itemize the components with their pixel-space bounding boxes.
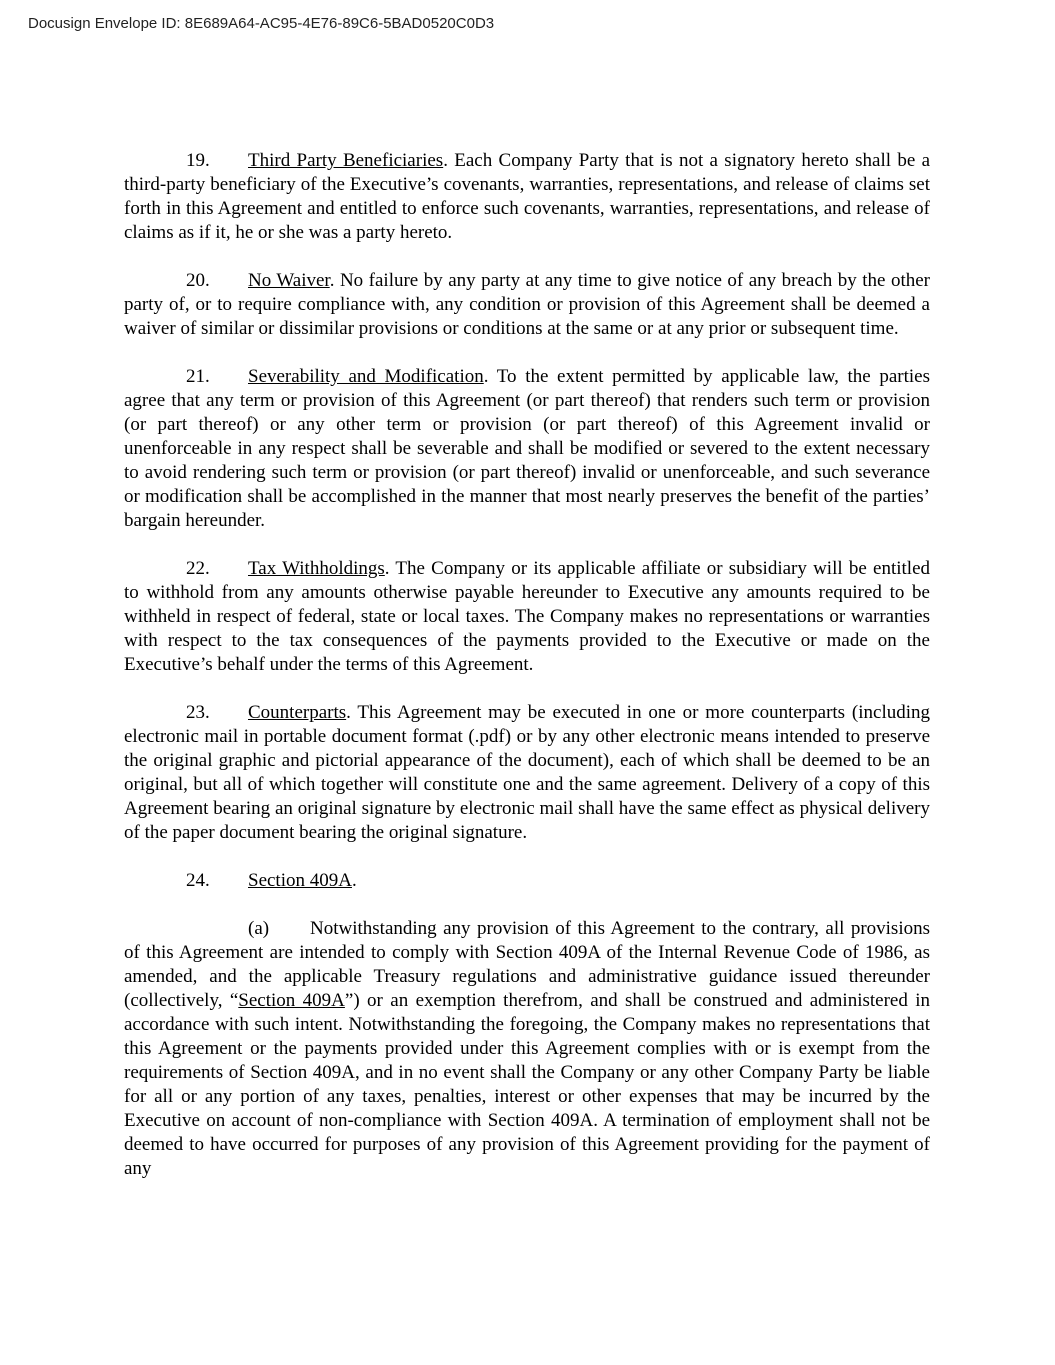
section-24-subsection-a <box>124 917 930 1181</box>
section-heading: Third Party Beneficiaries <box>248 150 444 171</box>
heading-period: . <box>351 870 357 891</box>
section-body: To the extent permitted by applicable law, the parties agree that any term or provision of this Agreement (or part thereof) that renders such term or provision (or part thereof) or any other term or provision (or part thereof) of this Agreement invalid or unenforceable in any respect shall be severable and shall be modified or severed to the extent necessary to avoid rendering such term or provision (or part thereof) invalid or unenforceable, and such severance or modification shall be accomplished in the manner that most nearly preserves the benefit of the parties’ bargain hereunder. <box>124 366 930 531</box>
section-body: No failure by any party at any time to give notice of any breach by the other party of, or to require compliance with, any condition or provision of this Agreement shall be deemed a waiver of similar or dissimilar provisions or conditions at the same or at any prior or subsequent time. <box>124 270 930 339</box>
section-22 <box>124 557 930 677</box>
section-heading: Counterparts <box>248 702 347 723</box>
heading-period: . <box>483 366 489 387</box>
section-number: 24. <box>186 870 210 891</box>
section-heading: No Waiver <box>248 270 330 291</box>
heading-period: . <box>384 558 390 579</box>
heading-period: . <box>443 150 448 171</box>
section-number: 20. <box>186 270 210 291</box>
docusign-envelope-id: Docusign Envelope ID: 8E689A64-AC95-4E76-89C6-5BAD0520C0D3 <box>28 15 495 32</box>
section-number: 23. <box>186 702 210 723</box>
section-number: 21. <box>186 366 210 387</box>
section-heading: Section 409A <box>248 870 352 891</box>
subsection-text-before: Notwithstanding any provision of this Agreement to the contrary, all provisions of this Agreement are intended to comply with Section 409A of the Internal Revenue Code of 1986, as amended, and the applicable Treasury regulations and administrative guidance issued thereunder (collectively, “ <box>124 918 930 1011</box>
heading-period: . <box>329 270 335 291</box>
section-body: This Agreement may be executed in one or more counterparts (including electronic mail in portable document format (.pdf) or by any other electronic means intended to preserve the original graphic and pictorial appearance of the document), each of which shall be deemed to be an original, but all of which together will constitute one and the same agreement. Delivery of a copy of this Agreement bearing an original signature by electronic mail shall have the same effect as physical delivery of the paper document bearing the original signature. <box>124 702 930 843</box>
section-heading: Tax Withholdings <box>248 558 385 579</box>
subsection-label: (a) <box>248 918 270 939</box>
section-heading: Severability and Modification <box>248 366 484 387</box>
section-number: 19. <box>186 150 210 171</box>
section-body: Each Company Party that is not a signatory hereto shall be a third-party beneficiary of the Executive’s covenants, warranties, representations, and release of claims set forth in this Agreement and entitled to enforce such covenants, warranties, representations, and release of claims as if it, he or she was a party hereto. <box>124 150 931 243</box>
section-20 <box>124 269 930 341</box>
subsection-text-after: ”) or an exemption therefrom, and shall be construed and administered in accordance with such intent. Notwithstanding the foregoing, the Company makes no representations that this Agreement or the payments provided under this Agreement complies with or is exempt from the requirements of Section 409A, and in no event shall the Company or any other Company Party be liable for all or any portion of any taxes, penalties, interest or other expenses that may be incurred by the Executive on account of non-compliance with Section 409A. A termination of employment shall not be deemed to have occurred for purposes of any provision of this Agreement providing for the payment of any <box>124 990 931 1179</box>
heading-period: . <box>346 702 351 723</box>
document-page <box>124 149 930 1205</box>
section-body: The Company or its applicable affiliate or subsidiary will be entitled to withhold from any amounts otherwise payable hereunder to Executive any amounts required to be withheld in respect of federal, state or local taxes. The Company makes no representations or warranties with respect to the tax consequences of the payments provided to the Executive or made on the Executive’s behalf under the terms of this Agreement. <box>124 558 930 675</box>
defined-term: Section 409A <box>238 990 345 1011</box>
section-number: 22. <box>186 558 210 579</box>
section-23 <box>124 701 930 845</box>
section-24 <box>124 869 930 893</box>
section-19 <box>124 149 930 245</box>
section-21 <box>124 365 930 533</box>
